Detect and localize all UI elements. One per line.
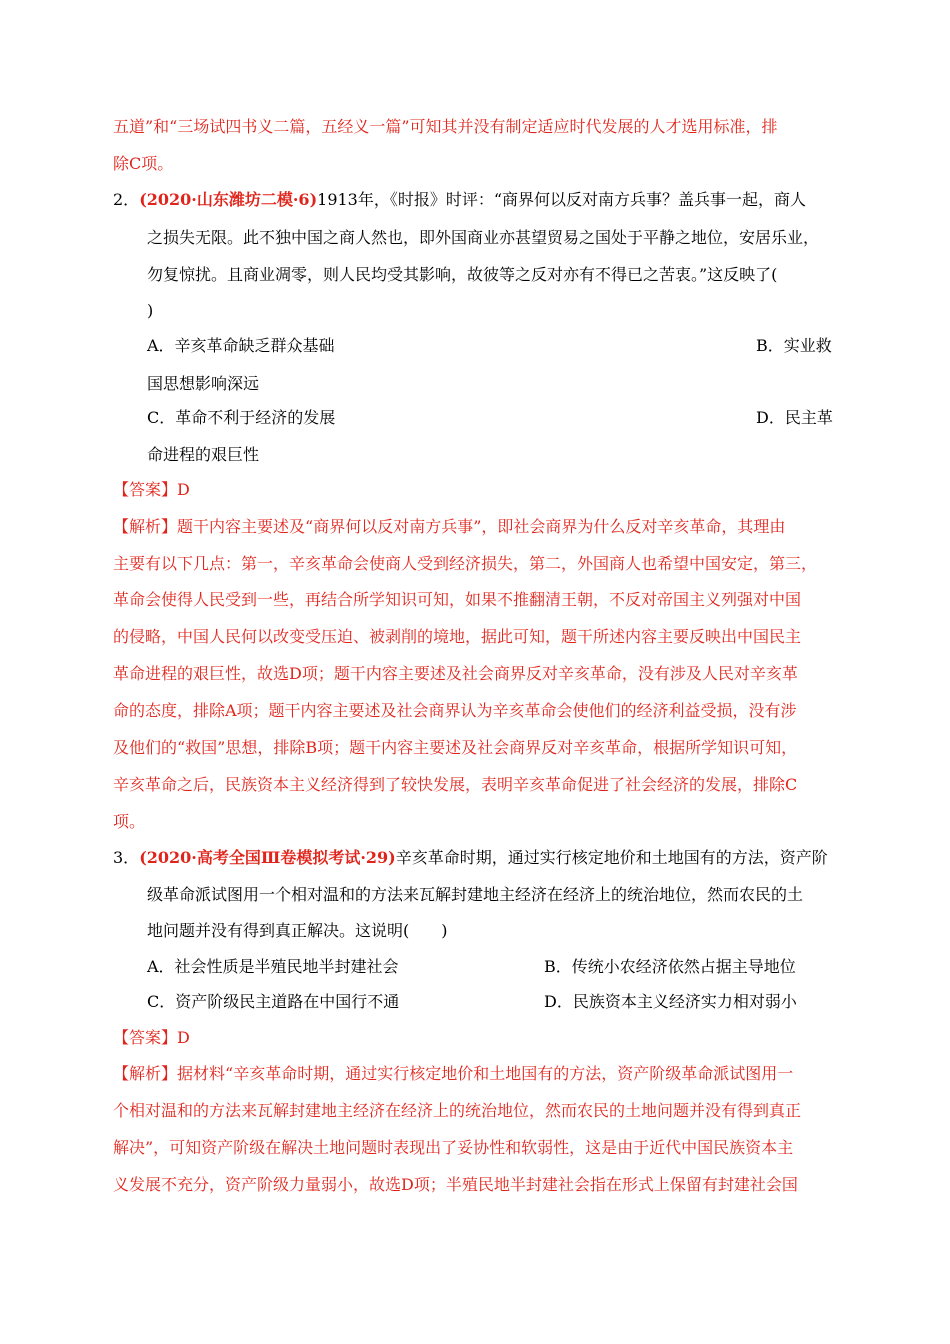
question-3-option-c: C．资产阶级民主道路在中国行不通 [147, 992, 400, 1011]
question-2-option-c: C．革命不利于经济的发展 [147, 408, 336, 427]
question-2-option-d: D．民主革 [756, 408, 833, 427]
question-2-line-1 [113, 189, 806, 211]
question-2-analysis-line: 项。 [113, 812, 146, 831]
question-2-stem-line: 之损失无限。此不独中国之商人然也，即外国商业亦甚望贸易之国处于平静之地位，安居乐业， [147, 228, 820, 247]
question-2-analysis-line: 命的态度，排除A项；题干内容主要述及社会商界认为辛亥革命会使他们的经济利益受损，没有涉 [113, 701, 797, 720]
question-2-option-b: B．实业救 [756, 336, 832, 355]
question-2-option-d-cont: 命进程的艰巨性 [147, 445, 260, 464]
question-2-stem-line: ) [147, 301, 154, 320]
question-3-analysis-line: 解决”，可知资产阶级在解决土地问题时表现出了妥协性和软弱性，这是由于近代中国民族资本主 [113, 1138, 794, 1157]
question-2-stem-line: 勿复惊扰。且商业凋零，则人民均受其影响，故彼等之反对亦有不得已之苦衷。”这反映了( [147, 265, 778, 284]
question-3-analysis-line: 义发展不充分，资产阶级力量弱小，故选D项；半殖民地半封建社会指在形式上保留有封建社会国 [113, 1175, 798, 1194]
analysis-text: 据材料“辛亥革命时期，通过实行核定地价和土地国有的方法，资产阶级革命派试图用一 [177, 1064, 794, 1083]
question-3-stem-line: 级革命派试图用一个相对温和的方法来瓦解封建地主经济在经济上的统治地位，然而农民的土 [147, 885, 804, 904]
question-number: 2． [113, 190, 140, 209]
question-2-analysis-line: 及他们的“救国”思想，排除B项；题干内容主要述及社会商界反对辛亥革命，根据所学知识可知， [113, 738, 798, 757]
question-3-analysis-line-1 [113, 1063, 793, 1085]
question-3-option-a: A．社会性质是半殖民地半封建社会 [147, 957, 399, 976]
question-3-stem-line: 地问题并没有得到真正解决。这说明( ) [147, 921, 448, 940]
question-2-analysis-line: 的侵略，中国人民何以改变受压迫、被剥削的境地，据此可知，题干所述内容主要反映出中国民主 [113, 627, 802, 646]
analysis-label: 【解析】 [113, 517, 178, 536]
question-3-answer: 【答案】D [113, 1028, 190, 1047]
analysis-text: 题干内容主要述及“商界何以反对南方兵事”，即社会商界为什么反对辛亥革命，其理由 [177, 517, 786, 536]
analysis-label: 【解析】 [113, 1064, 178, 1083]
question-2-analysis-line: 辛亥革命之后，民族资本主义经济得到了较快发展，表明辛亥革命促进了社会经济的发展，排除C [113, 775, 798, 794]
question-2-analysis-line: 主要有以下几点：第一，辛亥革命会使商人受到经济损失，第二，外国商人也希望中国安定，第三， [113, 554, 818, 573]
question-stem: 1913年，《时报》时评：“商界何以反对南方兵事？盖兵事一起，商人 [317, 190, 807, 209]
question-2-analysis-line-1 [113, 516, 785, 538]
question-stem: 辛亥革命时期，通过实行核定地价和土地国有的方法，资产阶 [395, 848, 828, 867]
question-3-analysis-line: 个相对温和的方法来瓦解封建地主经济在经济上的统治地位，然而农民的土地问题并没有得到真正 [113, 1101, 802, 1120]
intro-line-2: 除C项。 [113, 154, 174, 173]
question-2-answer: 【答案】D [113, 480, 190, 499]
question-3-option-d: D．民族资本主义经济实力相对弱小 [544, 992, 797, 1011]
question-2-analysis-line: 革命进程的艰巨性，故选D项；题干内容主要述及社会商界反对辛亥革命，没有涉及人民对辛亥革 [113, 664, 798, 683]
question-2-option-a: A．辛亥革命缺乏群众基础 [147, 336, 335, 355]
question-3-line-1 [113, 847, 828, 869]
question-source: (2020·高考全国Ⅲ卷模拟考试·29) [139, 848, 396, 867]
question-source: (2020·山东潍坊二模·6) [139, 190, 318, 209]
question-2-analysis-line: 革命会使得人民受到一些，再结合所学知识可知，如果不推翻清王朝，不反对帝国主义列强对中国 [113, 590, 802, 609]
question-2-option-b-cont: 国思想影响深远 [147, 374, 260, 393]
question-3-option-b: B．传统小农经济依然占据主导地位 [544, 957, 796, 976]
question-number: 3． [113, 848, 140, 867]
intro-line-1: 五道”和“三场试四书义二篇，五经义一篇”可知其并没有制定适应时代发展的人才选用标准，排 [113, 117, 778, 136]
